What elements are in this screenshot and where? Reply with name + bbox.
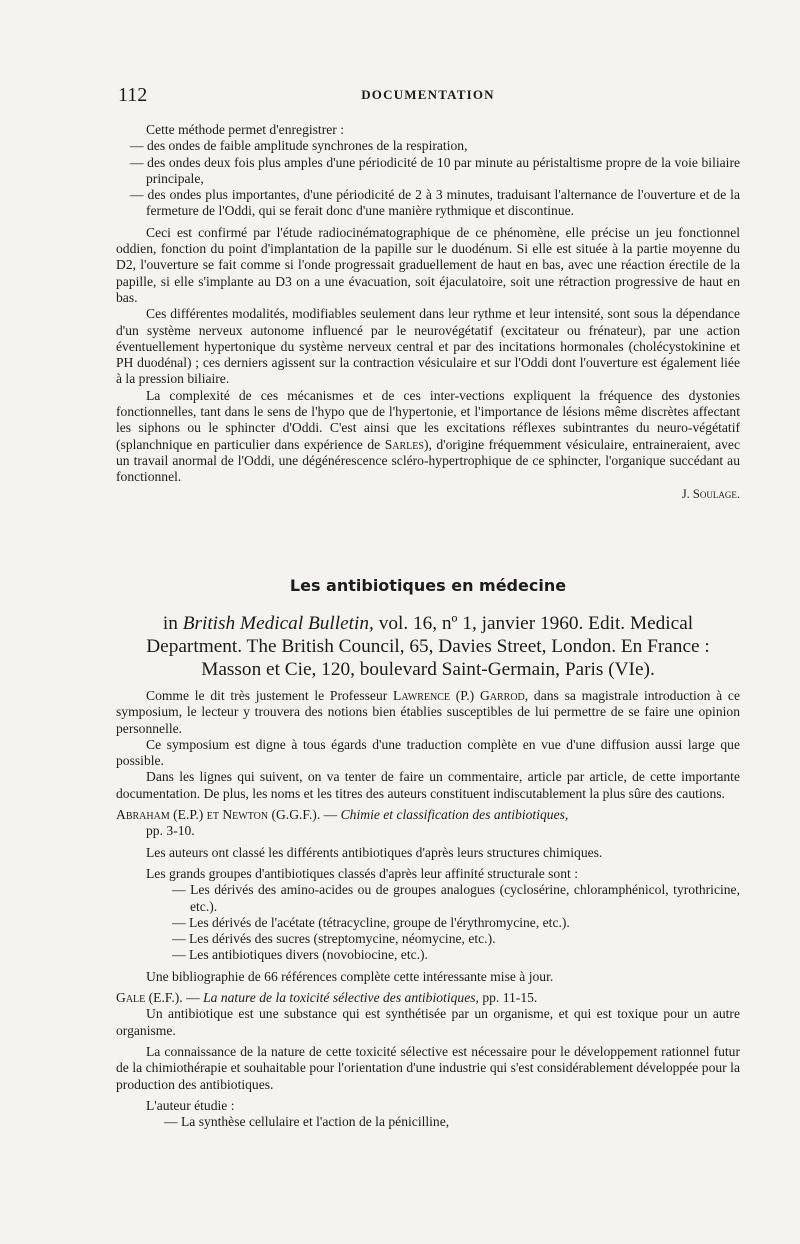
article-body-part2 — [116, 688, 740, 1130]
paragraph: Dans les lignes qui suivent, on va tenter de faire un commentaire, article par article, de cette importante documentation. De plus, les noms et les titres des auteurs constituent indiscutablement la plus sûre des cautions. — [116, 769, 740, 801]
paragraph: La connaissance de la nature de cette toxicité sélective est nécessaire pour le développement rationnel futur de la chimiothérapie et souhaitable pour l'orientation d'une industrie qui s'est considérablement développée pour la production des antibiotiques. — [116, 1043, 740, 1092]
list-item: — des ondes plus importantes, d'une périodicité de 2 à 3 minutes, traduisant l'alternance de l'ouverture et de la fermeture de l'Oddi, qui se ferait donc d'une manière rythmique et discontinue. — [130, 187, 740, 219]
list-item: — Les dérivés des amino-acides ou de groupes analogues (cyclosérine, chloramphénicol, tyrothricine, etc.). — [172, 882, 740, 914]
reference-entry: Gale (E.F.). — La nature de la toxicité sélective des antibiotiques, pp. 11-15. — [116, 990, 538, 1006]
bibliographic-citation: in British Medical Bulletin, vol. 16, nº 1, janvier 1960. Edit. Medical Department. The British Council, 65, Davies Street, London. En France : Masson et Cie, 120, boulevard Saint-Germain, Paris (VIe). — [146, 613, 710, 680]
paragraph: Cette méthode permet d'enregistrer : — [146, 122, 344, 137]
paragraph: La complexité de ces mécanismes et de ces inter-vections expliquent la fréquence des dystonies fonctionnelles, tant dans le sens de l'hypo que de l'hypertonie, et l'importance de lésions même discrètes affectant les siphons ou le sphincter d'Oddi. C'est ainsi que les excitations réflexes subintrantes du neuro-végétatif (splanchnique en particulier dans expérience de Sarles), d'origine fréquemment vésiculaire, entraineraient, avec un travail anormal de l'Oddi, une dégénérescence scléro-hypertrophique de ce sphincter, l'organique succédant au fonctionnel. — [116, 387, 740, 485]
list-item: — des ondes deux fois plus amples d'une périodicité de 10 par minute au péristaltisme propre de la voie biliaire principale, — [130, 154, 740, 186]
paragraph: Ces différentes modalités, modifiables seulement dans leur rythme et leur intensité, sont sous la dépendance d'un système nerveux autonome influencé par le neurovégétatif (excitateur ou frénateur), par une action éventuellement hypertonique du système nerveux central et par des incitations hormonales (cholécystokinine et PH duodénal) ; ces derniers agissent sur la contraction vésiculaire et sur l'Oddi dont l'ouverture est également liée à la pression biliaire. — [116, 306, 740, 387]
section-title: Les antibiotiques en médecine — [289, 576, 567, 595]
reference-title: Chimie et classification des antibiotiques, — [340, 807, 569, 823]
article-body-part1 — [116, 122, 740, 502]
paragraph: Ceci est confirmé par l'étude radiocinématographique de ce phénomène, elle précise un jeu fonctionnel oddien, fonction du point d'implantation de la papille sur le duodénum. Si elle est située à la partie moyenne du D2, l'ouverture se fait comme si l'onde progressait graduellement de haut en bas, avec une réaction érectile de la papille, si elle s'implante au D3 on a une évacuation, soit éjaculatoire, soit une rétraction progressive de haut en bas. — [116, 224, 740, 305]
page-number: 112 — [118, 84, 148, 106]
list-item: — Les dérivés de l'acétate (tétracycline, groupe de l'érythromycine, etc.). — [172, 914, 570, 930]
journal-title: British Medical Bulletin, — [182, 613, 374, 634]
paragraph: Une bibliographie de 66 références complète cette intéressante mise à jour. — [146, 968, 554, 984]
author-name: Lawrence (P.) Garrod — [393, 688, 525, 703]
list-item: — La synthèse cellulaire et l'action de la pénicilline, — [164, 1114, 450, 1130]
author-name: Sarles — [384, 436, 424, 452]
paragraph: L'auteur étudie : — [146, 1097, 235, 1113]
paragraph: Ce symposium est digne à tous égards d'une traduction complète en vue d'une diffusion aussi large que possible. — [116, 736, 740, 769]
running-title: DOCUMENTATION — [361, 87, 495, 102]
reference-authors: Abraham (E.P.) et Newton (G.G.F.). — [116, 807, 321, 823]
paragraph: Comme le dit très justement le Professeur Lawrence (P.) Garrod, dans sa magistrale introduction à ce symposium, le lecteur y trouvera des notions bien établies susceptibles de lui permettre de se faire une opinion personnelle. — [116, 688, 740, 736]
paragraph: Un antibiotique est une substance qui est synthétisée par un organisme, et qui est toxique pour un autre organisme. — [116, 1006, 740, 1038]
signature: J. Soulage. — [681, 486, 740, 501]
list-item: — des ondes de faible amplitude synchrones de la respiration, — [130, 138, 468, 154]
paragraph: Les grands groupes d'antibiotiques classés d'après leur affinité structurale sont : — [146, 865, 578, 881]
page-header — [118, 84, 738, 106]
reference-title: La nature de la toxicité sélective des antibiotiques, — [203, 990, 479, 1006]
reference-pages: pp. 3-10. — [146, 823, 195, 839]
list-item: — Les dérivés des sucres (streptomycine, néomycine, etc.). — [172, 931, 496, 947]
reference-entry: Abraham (E.P.) et Newton (G.G.F.). — Chimie et classification des antibiotiques, — [116, 807, 569, 823]
paragraph: Les auteurs ont classé les différents antibiotiques d'après leurs structures chimiques. — [146, 844, 603, 860]
reference-authors: Gale (E.F.). — [116, 990, 183, 1006]
list-item: — Les antibiotiques divers (novobiocine, etc.). — [172, 947, 428, 963]
